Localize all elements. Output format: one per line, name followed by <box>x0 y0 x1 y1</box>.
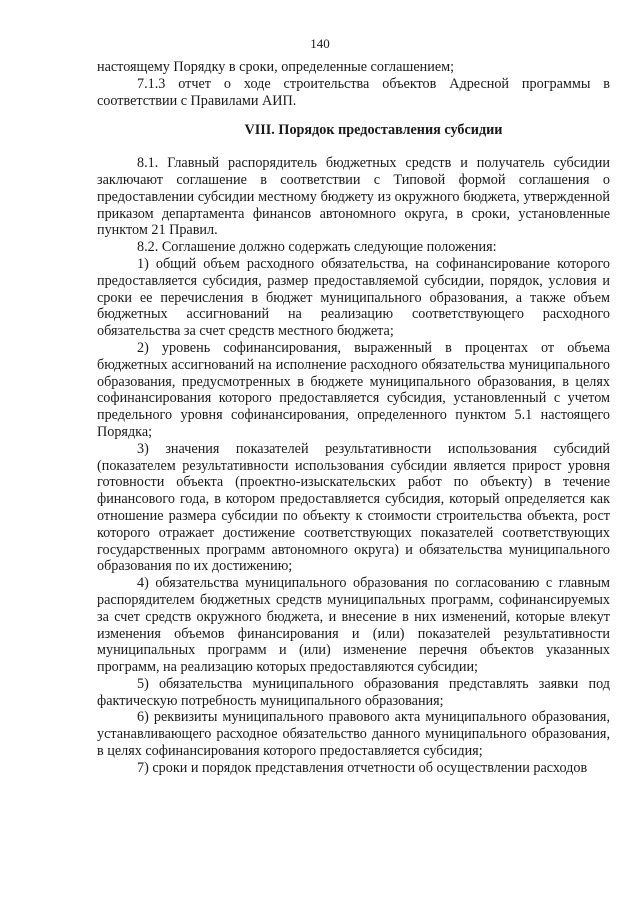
list-item-5: 5) обязательства муниципального образования представлять заявки под фактическую потребность муниципального образования; <box>97 675 610 709</box>
document-body <box>97 59 610 777</box>
list-item-2: 2) уровень софинансирования, выраженный в процентах от объема бюджетных ассигнований на исполнение расходного обязательства муниципального образования, предусмотренных в бюджете муниципального образования, в целях софинансирования которого предоставляется субсидия, установленный с учетом предельного уровня софинансирования, определенного пунктом 5.1 настоящего Порядка; <box>97 339 610 440</box>
paragraph-8-2: 8.2. Соглашение должно содержать следующие положения: <box>137 239 497 256</box>
section-heading-viii: VIII. Порядок предоставления субсидии <box>244 122 503 139</box>
list-item-6: 6) реквизиты муниципального правового акта муниципального образования, устанавливающего расходное обязательство данного муниципального образования, в целях софинансирования которого предоставляется субсидия; <box>97 709 610 760</box>
list-item-3: 3) значения показателей результативности использования субсидий (показателем результативности использования субсидии является прирост уровня готовности объекта (проектно-изыскательских работ по объекту) в течение финансового года, в котором предоставляется субсидия, который определяется как отношение размера субсидии по объекту к стоимости строительства объекта, рост которого отражает достижение соответствующих показателей соответствующих государственных программ автономного округа) и обязательства муниципального образования по их достижению; <box>97 440 610 575</box>
list-item-1: 1) общий объем расходного обязательства, на софинансирование которого предоставляется субсидия, размер предоставляемой субсидии, порядок, условия и сроки ее перечисления в бюджет муниципального образования, а также объем бюджетных ассигнований на реализацию соответствующего расходного обязательства за счет средств местного бюджета; <box>97 255 610 340</box>
paragraph-7-1-3: 7.1.3 отчет о ходе строительства объектов Адресной программы в соответствии с Правилами АИП. <box>97 75 610 109</box>
list-item-4: 4) обязательства муниципального образования по согласованию с главным распорядителем бюджетных средств муниципальных программ, софинансируемых за счет средств окружного бюджета, и внесение в них изменений, которые влекут изменения объемов финансирования и (или) показателей результативности муниципальных программ и (или) изменение перечня объектов указанных программ, на реализацию которых предоставляются субсидии; <box>97 575 610 676</box>
list-item-7: 7) сроки и порядок представления отчетности об осуществлении расходов <box>137 759 588 776</box>
paragraph-8-1: 8.1. Главный распорядитель бюджетных средств и получатель субсидии заключают соглашение в соответствии с Типовой формой соглашения о предоставлении субсидии местному бюджету из окружного бюджета, утвержденной приказом департамента финансов автономного округа, в сроки, установленные пунктом 21 Правил. <box>97 155 610 239</box>
page-number: 140 <box>310 36 330 51</box>
paragraph-continuation: настоящему Порядку в сроки, определенные соглашением; <box>97 59 455 75</box>
